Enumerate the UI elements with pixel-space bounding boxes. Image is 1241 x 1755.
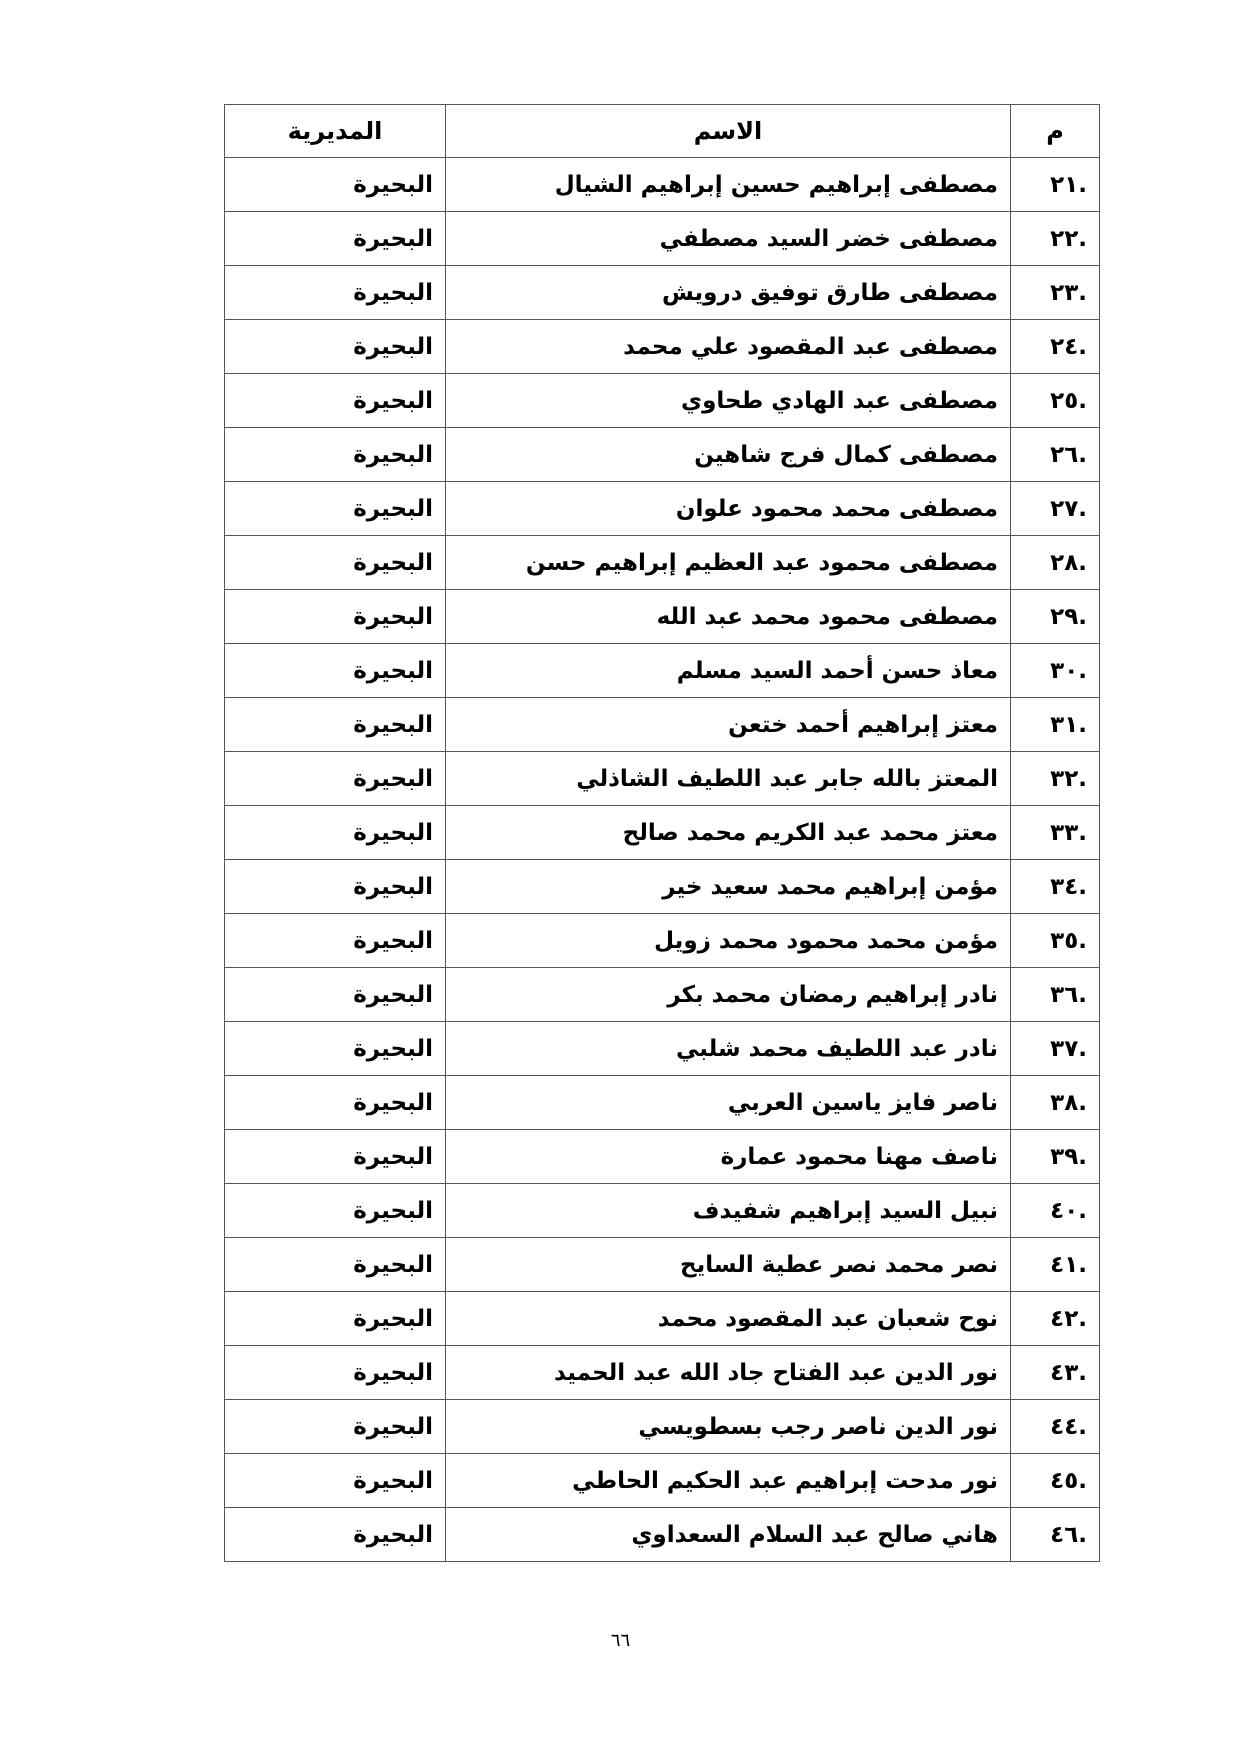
row-number: .٤٢ bbox=[1011, 1292, 1100, 1346]
row-name: مصطفى طارق توفيق درويش bbox=[446, 266, 1011, 320]
row-name: نادر إبراهيم رمضان محمد بكر bbox=[446, 968, 1011, 1022]
table-row bbox=[225, 644, 1100, 698]
row-directorate: البحيرة bbox=[225, 590, 446, 644]
table-row bbox=[225, 1454, 1100, 1508]
row-name: مؤمن إبراهيم محمد سعيد خير bbox=[446, 860, 1011, 914]
row-name: هاني صالح عبد السلام السعداوي bbox=[446, 1508, 1011, 1562]
row-name: معاذ حسن أحمد السيد مسلم bbox=[446, 644, 1011, 698]
row-directorate: البحيرة bbox=[225, 212, 446, 266]
table-row bbox=[225, 320, 1100, 374]
row-number: .٤١ bbox=[1011, 1238, 1100, 1292]
row-directorate: البحيرة bbox=[225, 752, 446, 806]
row-directorate: البحيرة bbox=[225, 914, 446, 968]
table-row bbox=[225, 1184, 1100, 1238]
row-directorate: البحيرة bbox=[225, 158, 446, 212]
table-row bbox=[225, 1292, 1100, 1346]
row-name: نوح شعبان عبد المقصود محمد bbox=[446, 1292, 1011, 1346]
table-row bbox=[225, 158, 1100, 212]
row-directorate: البحيرة bbox=[225, 374, 446, 428]
row-directorate: البحيرة bbox=[225, 1508, 446, 1562]
row-number: .٤٥ bbox=[1011, 1454, 1100, 1508]
row-directorate: البحيرة bbox=[225, 1184, 446, 1238]
row-directorate: البحيرة bbox=[225, 1346, 446, 1400]
row-number: .٤٣ bbox=[1011, 1346, 1100, 1400]
row-directorate: البحيرة bbox=[225, 428, 446, 482]
row-directorate: البحيرة bbox=[225, 266, 446, 320]
row-name: مصطفى إبراهيم حسين إبراهيم الشيال bbox=[446, 158, 1011, 212]
table-row bbox=[225, 374, 1100, 428]
row-number: .٢١ bbox=[1011, 158, 1100, 212]
names-table bbox=[224, 104, 1100, 1562]
row-name: نور الدين عبد الفتاح جاد الله عبد الحميد bbox=[446, 1346, 1011, 1400]
row-number: .٣٢ bbox=[1011, 752, 1100, 806]
table-row bbox=[225, 914, 1100, 968]
header-directorate: المديرية bbox=[225, 105, 446, 158]
row-number: .٣٣ bbox=[1011, 806, 1100, 860]
row-number: .٣٨ bbox=[1011, 1076, 1100, 1130]
table-body bbox=[225, 158, 1100, 1562]
row-number: .٢٤ bbox=[1011, 320, 1100, 374]
row-name: مؤمن محمد محمود محمد زويل bbox=[446, 914, 1011, 968]
row-name: مصطفى محمود محمد عبد الله bbox=[446, 590, 1011, 644]
row-name: مصطفى محمود عبد العظيم إبراهيم حسن bbox=[446, 536, 1011, 590]
row-number: .٣٠ bbox=[1011, 644, 1100, 698]
row-directorate: البحيرة bbox=[225, 860, 446, 914]
row-number: .٣٤ bbox=[1011, 860, 1100, 914]
row-name: معتز محمد عبد الكريم محمد صالح bbox=[446, 806, 1011, 860]
row-directorate: البحيرة bbox=[225, 968, 446, 1022]
row-number: .٢٧ bbox=[1011, 482, 1100, 536]
row-directorate: البحيرة bbox=[225, 1292, 446, 1346]
table-row bbox=[225, 1022, 1100, 1076]
row-name: نور مدحت إبراهيم عبد الحكيم الحاطي bbox=[446, 1454, 1011, 1508]
row-directorate: البحيرة bbox=[225, 1130, 446, 1184]
row-directorate: البحيرة bbox=[225, 320, 446, 374]
row-directorate: البحيرة bbox=[225, 644, 446, 698]
table-row bbox=[225, 428, 1100, 482]
row-number: .٣٥ bbox=[1011, 914, 1100, 968]
row-directorate: البحيرة bbox=[225, 536, 446, 590]
row-number: .٢٨ bbox=[1011, 536, 1100, 590]
table-row bbox=[225, 266, 1100, 320]
row-directorate: البحيرة bbox=[225, 1022, 446, 1076]
table-row bbox=[225, 860, 1100, 914]
row-name: مصطفى عبد المقصود علي محمد bbox=[446, 320, 1011, 374]
row-number: .٢٣ bbox=[1011, 266, 1100, 320]
table-row bbox=[225, 752, 1100, 806]
table-header-row bbox=[225, 105, 1100, 158]
table-row bbox=[225, 1400, 1100, 1454]
row-name: مصطفى كمال فرج شاهين bbox=[446, 428, 1011, 482]
row-name: نصر محمد نصر عطية السايح bbox=[446, 1238, 1011, 1292]
row-number: .٤٦ bbox=[1011, 1508, 1100, 1562]
row-name: نور الدين ناصر رجب بسطويسي bbox=[446, 1400, 1011, 1454]
row-name: نادر عبد اللطيف محمد شلبي bbox=[446, 1022, 1011, 1076]
row-number: .٣٧ bbox=[1011, 1022, 1100, 1076]
row-number: .٣١ bbox=[1011, 698, 1100, 752]
table-row bbox=[225, 1346, 1100, 1400]
table-row bbox=[225, 1508, 1100, 1562]
row-name: نبيل السيد إبراهيم شفيدف bbox=[446, 1184, 1011, 1238]
row-name: ناصف مهنا محمود عمارة bbox=[446, 1130, 1011, 1184]
row-number: .٢٢ bbox=[1011, 212, 1100, 266]
row-name: المعتز بالله جابر عبد اللطيف الشاذلي bbox=[446, 752, 1011, 806]
row-directorate: البحيرة bbox=[225, 1076, 446, 1130]
row-directorate: البحيرة bbox=[225, 1400, 446, 1454]
table-row bbox=[225, 806, 1100, 860]
row-number: .٣٦ bbox=[1011, 968, 1100, 1022]
table-row bbox=[225, 590, 1100, 644]
row-name: مصطفى خضر السيد مصطفي bbox=[446, 212, 1011, 266]
row-name: مصطفى محمد محمود علوان bbox=[446, 482, 1011, 536]
row-name: ناصر فايز ياسين العربي bbox=[446, 1076, 1011, 1130]
row-directorate: البحيرة bbox=[225, 1238, 446, 1292]
table-row bbox=[225, 536, 1100, 590]
row-number: .٤٠ bbox=[1011, 1184, 1100, 1238]
table-row bbox=[225, 1238, 1100, 1292]
page-number: ٦٦ bbox=[610, 1630, 631, 1651]
row-name: مصطفى عبد الهادي طحاوي bbox=[446, 374, 1011, 428]
table-row bbox=[225, 968, 1100, 1022]
table-row bbox=[225, 482, 1100, 536]
table-row bbox=[225, 212, 1100, 266]
row-number: .٢٦ bbox=[1011, 428, 1100, 482]
row-directorate: البحيرة bbox=[225, 1454, 446, 1508]
header-number: م bbox=[1011, 105, 1100, 158]
row-name: معتز إبراهيم أحمد ختعن bbox=[446, 698, 1011, 752]
row-number: .٢٥ bbox=[1011, 374, 1100, 428]
row-number: .٤٤ bbox=[1011, 1400, 1100, 1454]
table-row bbox=[225, 1076, 1100, 1130]
row-number: .٣٩ bbox=[1011, 1130, 1100, 1184]
row-directorate: البحيرة bbox=[225, 806, 446, 860]
table-row bbox=[225, 1130, 1100, 1184]
row-number: .٢٩ bbox=[1011, 590, 1100, 644]
table-row bbox=[225, 698, 1100, 752]
row-directorate: البحيرة bbox=[225, 698, 446, 752]
row-directorate: البحيرة bbox=[225, 482, 446, 536]
header-name: الاسم bbox=[446, 105, 1011, 158]
